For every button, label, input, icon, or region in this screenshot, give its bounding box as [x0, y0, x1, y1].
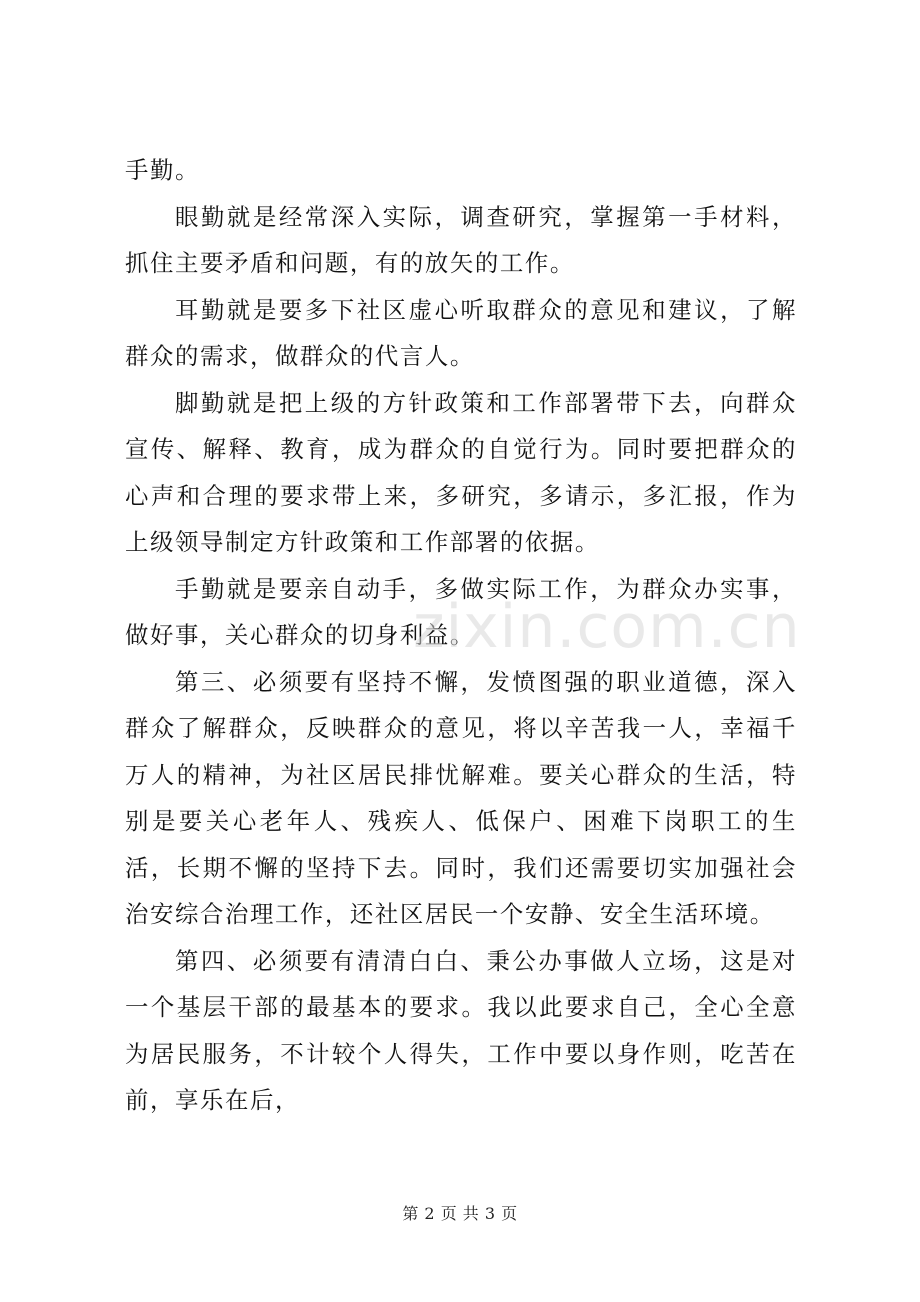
paragraph-4: 脚勤就是把上级的方针政策和工作部署带下去，向群众宣传、解释、教育，成为群众的自觉行为。同时要把群众的心声和合理的要求带上来，多研究，多请示，多汇报，作为上级领导制定方针政策和工作部署的依据。 [125, 388, 797, 556]
document-body [125, 147, 797, 1124]
paragraph-6: 第三、必须要有坚持不懈，发愤图强的职业道德，深入群众了解群众，反映群众的意见，将以辛苦我一人，幸福千万人的精神，为社区居民排忧解难。要关心群众的生活，特别是要关心老年人、残疾人、低保户、困难下岗职工的生活，长期不懈的坚持下去。同时，我们还需要切实加强社会治安综合治理工作，还社区居民一个安静、安全生活环境。 [125, 667, 797, 928]
page-footer: 第 2 页 共 3 页 [402, 1204, 518, 1223]
paragraph-5: 手勤就是要亲自动手，多做实际工作，为群众办实事，做好事，关心群众的切身利益。 [125, 574, 797, 649]
paragraph-2: 眼勤就是经常深入实际，调查研究，掌握第一手材料，抓住主要矛盾和问题，有的放矢的工作。 [125, 202, 797, 277]
paragraph-7: 第四、必须要有清清白白、秉公办事做人立场，这是对一个基层干部的最基本的要求。我以此要求自己，全心全意为居民服务，不计较个人得失，工作中要以身作则，吃苦在前，享乐在后， [125, 946, 797, 1114]
paragraph-1: 手勤。 [125, 156, 200, 184]
watermark: zixin.com.cn [413, 592, 801, 662]
paragraph-3: 耳勤就是要多下社区虚心听取群众的意见和建议，了解群众的需求，做群众的代言人。 [125, 295, 797, 370]
